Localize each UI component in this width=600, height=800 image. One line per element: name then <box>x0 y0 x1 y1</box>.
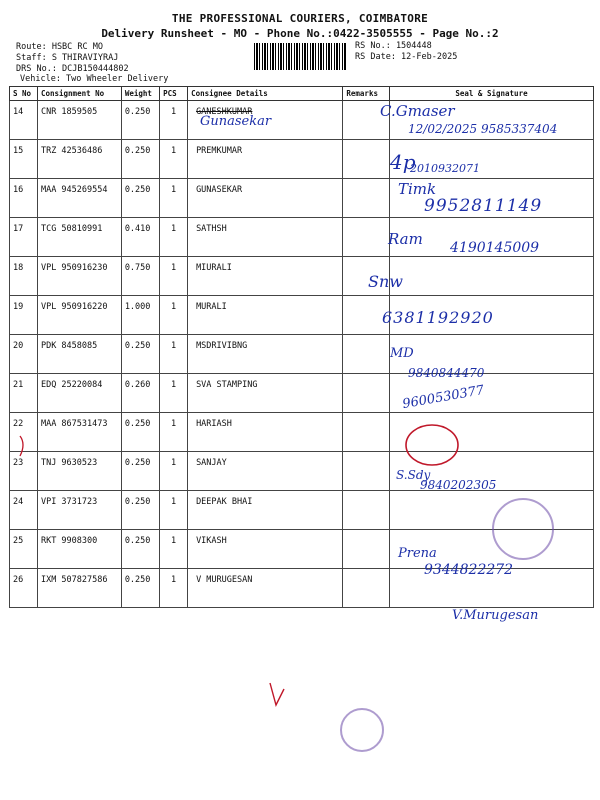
row-sno: 23 <box>10 452 38 491</box>
row-consignee: HARIASH <box>188 413 343 452</box>
row-consignment: VPL 950916230 <box>37 257 121 296</box>
row-sno: 18 <box>10 257 38 296</box>
row-consignment: TCG 50810991 <box>37 218 121 257</box>
row-sno: 20 <box>10 335 38 374</box>
row-consignment: MAA 867531473 <box>37 413 121 452</box>
row-consignee: GANESHKUMAR <box>188 101 343 140</box>
row-pcs: 1 <box>160 257 188 296</box>
row-pcs: 1 <box>160 413 188 452</box>
handwritten-phone-23: 9840202305 <box>420 478 497 492</box>
handwritten-name-25: Prena <box>398 546 437 561</box>
row-sno: 25 <box>10 530 38 569</box>
row-pcs: 1 <box>160 140 188 179</box>
row-consignee: MSDRIVIBNG <box>188 335 343 374</box>
row-weight: 0.250 <box>121 452 159 491</box>
row-sno: 19 <box>10 296 38 335</box>
row-pcs: 1 <box>160 179 188 218</box>
handwritten-phone-25: 9344822272 <box>424 562 514 578</box>
handwritten-phone-15: 2010932071 <box>410 162 480 175</box>
row-consignee: MIURALI <box>188 257 343 296</box>
col-consignment: Consignment No <box>37 87 121 101</box>
staff-text: Staff: S THIRAVIYRAJ <box>16 53 119 63</box>
handwritten-signature-18: Snw <box>368 272 403 291</box>
row-weight: 0.250 <box>121 491 159 530</box>
handwritten-signature-15: 4p <box>390 150 416 174</box>
company-title: THE PROFESSIONAL COURIERS, COIMBATORE <box>171 12 429 25</box>
handwritten-phone-19: 6381192920 <box>382 308 494 327</box>
row-consignee: SVA STAMPING <box>188 374 343 413</box>
row-weight: 1.000 <box>121 296 159 335</box>
handwritten-phone-20: 9840844470 <box>408 366 485 380</box>
handwritten-phone-21: 9600530377 <box>401 382 486 413</box>
row-pcs: 1 <box>160 491 188 530</box>
handwritten-signature-20: MD <box>390 346 414 361</box>
company-seal-stamp <box>492 498 554 560</box>
row-sno: 21 <box>10 374 38 413</box>
row-sno: 26 <box>10 569 38 608</box>
row-consignment: VPL 950916220 <box>37 296 121 335</box>
courier-seal-stamp <box>340 708 384 752</box>
row-consignment: MAA 945269554 <box>37 179 121 218</box>
row-weight: 0.250 <box>121 335 159 374</box>
row-consignee: MURALI <box>188 296 343 335</box>
row-sno: 17 <box>10 218 38 257</box>
row-sno: 24 <box>10 491 38 530</box>
row-sno: 15 <box>10 140 38 179</box>
red-tick-mark <box>270 683 284 705</box>
row-pcs: 1 <box>160 569 188 608</box>
row-pcs: 1 <box>160 530 188 569</box>
row-weight: 0.410 <box>121 218 159 257</box>
col-sno: S No <box>10 87 38 101</box>
handwritten-signature-26: V.Murugesan <box>452 608 539 623</box>
row-consignment: IXM 507827586 <box>37 569 121 608</box>
row-pcs: 1 <box>160 101 188 140</box>
rs-number: RS No.: 1504448 <box>355 41 432 51</box>
row-pcs: 1 <box>160 452 188 491</box>
handwritten-name-14: Gunasekar <box>200 114 272 129</box>
row-weight: 0.750 <box>121 257 159 296</box>
row-weight: 0.250 <box>121 569 159 608</box>
row-sno: 16 <box>10 179 38 218</box>
row-weight: 0.250 <box>121 101 159 140</box>
row-consignee: GUNASEKAR <box>188 179 343 218</box>
row-consignee: DEEPAK BHAI <box>188 491 343 530</box>
row-consignee: SANJAY <box>188 452 343 491</box>
handwritten-signature-17: Ram <box>388 230 423 248</box>
vehicle-text: Vehicle: Two Wheeler Delivery <box>20 74 169 84</box>
row-consignment: TNJ 9630523 <box>37 452 121 491</box>
col-weight: Weight <box>121 87 159 101</box>
row-sno: 22 <box>10 413 38 452</box>
row-weight: 0.250 <box>121 179 159 218</box>
row-consignment: TRZ 42536486 <box>37 140 121 179</box>
row-consignee: PREMKUMAR <box>188 140 343 179</box>
row-consignee: V MURUGESAN <box>188 569 343 608</box>
row-weight: 0.250 <box>121 413 159 452</box>
red-row-mark <box>20 436 23 456</box>
col-remarks: Remarks <box>343 87 390 101</box>
row-consignment: RKT 9908300 <box>37 530 121 569</box>
row-weight: 0.260 <box>121 374 159 413</box>
rs-date: RS Date: 12-Feb-2025 <box>355 52 458 62</box>
row-pcs: 1 <box>160 296 188 335</box>
handwritten-signature-23: S.Sdy <box>396 468 431 482</box>
col-seal-signature: Seal & Signature <box>389 87 593 101</box>
runsheet-subtitle: Delivery Runsheet - MO - Phone No.:0422-3505555 - Page No.:2 <box>101 27 499 40</box>
row-weight: 0.250 <box>121 530 159 569</box>
handwritten-signature-14: C.Gmaser <box>380 102 455 120</box>
row-pcs: 1 <box>160 335 188 374</box>
row-consignee: VIKASH <box>188 530 343 569</box>
row-weight: 0.250 <box>121 140 159 179</box>
handwritten-signature-16: Timk <box>398 180 437 198</box>
row-consignment: VPI 3731723 <box>37 491 121 530</box>
handwritten-phone-16: 9952811149 <box>424 196 543 216</box>
row-consignment: EDQ 25220084 <box>37 374 121 413</box>
row-consignee: SATHSH <box>188 218 343 257</box>
row-consignment: CNR 1859505 <box>37 101 121 140</box>
col-consignee: Consignee Details <box>188 87 343 101</box>
handwritten-phone-17: 4190145009 <box>450 240 540 256</box>
row-sno: 14 <box>10 101 38 140</box>
row-consignment: PDK 8458085 <box>37 335 121 374</box>
drs-text: DRS No.: DCJB150444802 <box>16 64 129 74</box>
route-text: Route: HSBC RC MO <box>16 42 103 52</box>
handwritten-date-phone-14: 12/02/2025 9585337404 <box>408 122 558 136</box>
col-pcs: PCS <box>160 87 188 101</box>
row-pcs: 1 <box>160 374 188 413</box>
red-circle-mark <box>406 425 458 465</box>
row-pcs: 1 <box>160 218 188 257</box>
